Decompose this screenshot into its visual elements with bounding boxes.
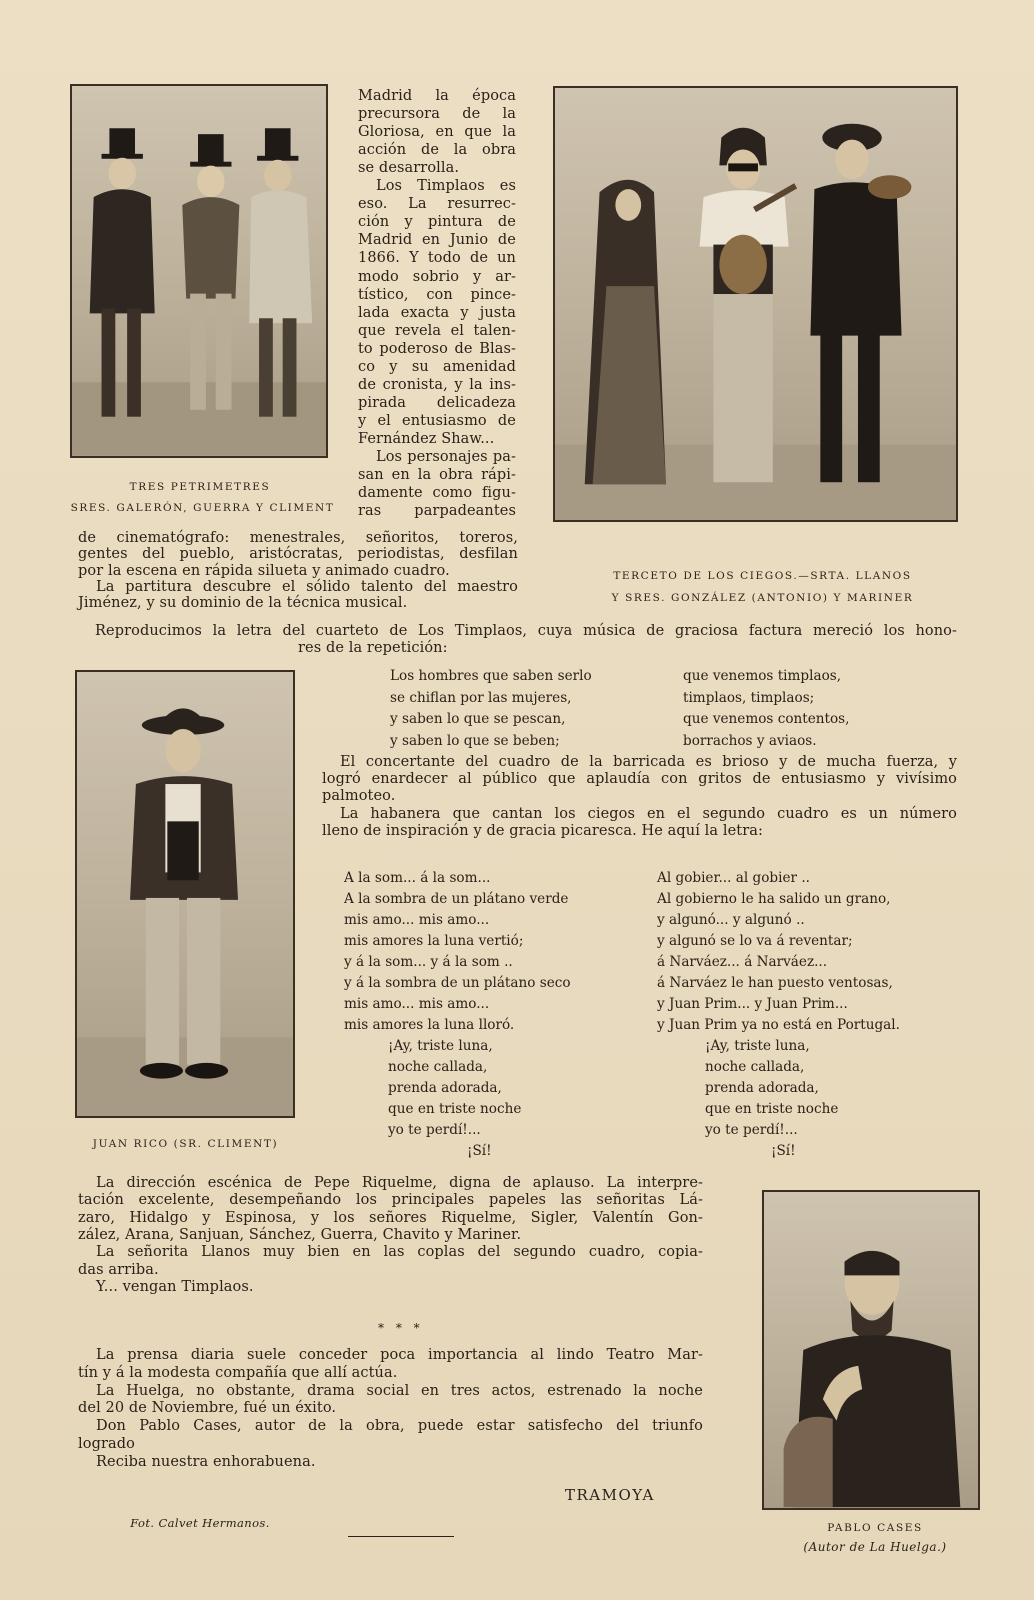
paragraph-line: logrado xyxy=(78,1436,135,1452)
verse-line: que venemos timplaos, xyxy=(683,668,842,684)
paragraph-line: La partitura descubre el sólido talento del maestro xyxy=(96,578,518,595)
paragraph-line: zaro, Hidalgo y Espinosa, y los señores Riquelme, Sigler, Valentín Gon- xyxy=(78,1209,703,1226)
verse-line: y algunó... y algunó .. xyxy=(657,912,805,928)
verse-line: que en triste noche xyxy=(705,1101,839,1117)
column-line: Fernández Shaw... xyxy=(358,430,495,447)
paragraph-line: El concertante del cuadro de la barricada es brioso y de mucha fuerza, y xyxy=(340,754,957,770)
paragraph-line: palmoteo. xyxy=(322,788,396,805)
verse-line: Al gobier... al gobier .. xyxy=(657,870,810,886)
verse-line: y algunó se lo va á reventar; xyxy=(657,933,853,949)
verse-line: ¡Sí! xyxy=(771,1143,796,1159)
paragraph-line: Don Pablo Cases, autor de la obra, puede estar satisfecho del triunfo xyxy=(96,1418,703,1435)
column-line: Madrid la época xyxy=(358,88,516,104)
verse-line: Al gobierno le ha salido un grano, xyxy=(657,891,891,907)
paragraph-line: gentes del pueblo, aristócratas, periodistas, desfilan xyxy=(78,546,518,563)
verse-line: prenda adorada, xyxy=(388,1080,502,1096)
paragraph-line: por la escena en rápida silueta y animado cuadro. xyxy=(78,562,450,579)
verse-line: mis amo... mis amo... xyxy=(344,912,490,928)
verse-line: noche callada, xyxy=(705,1059,805,1075)
verse-line: á Narváez le han puesto ventosas, xyxy=(657,975,893,991)
verse-line: ¡Ay, triste luna, xyxy=(705,1038,810,1054)
verse-line: y á la sombra de un plátano seco xyxy=(344,975,571,991)
verse-line: y á la som... y á la som .. xyxy=(344,954,513,970)
column-line: eso. La resurrec- xyxy=(358,196,516,213)
illustration-three-performers xyxy=(555,88,956,520)
verse-line: A la som... á la som... xyxy=(344,870,491,886)
paragraph-line: La Huelga, no obstante, drama social en tres actos, estrenado la noche xyxy=(96,1382,703,1399)
verse-line: mis amores la luna vertió; xyxy=(344,933,524,949)
paragraph-line: La dirección escénica de Pepe Riquelme, digna de aplauso. La interpre- xyxy=(96,1175,703,1191)
column-line: acción de la obra xyxy=(358,142,516,159)
column-line: damente como figu- xyxy=(358,485,516,502)
illustration-three-men xyxy=(72,86,326,456)
verse-line: mis amo... mis amo... xyxy=(344,996,490,1012)
column-line: Madrid en Junio de xyxy=(358,232,516,249)
paragraph-line: lleno de inspiración y de gracia picaresca. He aquí la letra: xyxy=(322,822,763,839)
paragraph-line: res de la repetición: xyxy=(298,640,448,656)
verse-line: mis amores la luna lloró. xyxy=(344,1017,515,1033)
paragraph-line: Jiménez, y su dominio de la técnica musical. xyxy=(78,595,408,612)
column-line: to poderoso de Blas- xyxy=(358,340,516,357)
verse-line: borrachos y aviaos. xyxy=(683,732,817,749)
paragraph-line: La habanera que cantan los ciegos en el segundo cuadro es un número xyxy=(340,805,957,822)
paragraph-line: tación excelente, desempeñando los principales papeles las señoritas Lá- xyxy=(78,1192,703,1209)
caption-terceto-line2: Y SRES. GONZÁLEZ (ANTONIO) Y MARINER xyxy=(611,592,914,604)
column-line: modo sobrio y ar- xyxy=(358,268,516,285)
verse-line: que venemos contentos, xyxy=(683,711,850,727)
closing-rule xyxy=(348,1536,454,1537)
verse-line: que en triste noche xyxy=(388,1101,522,1117)
verse-line: prenda adorada, xyxy=(705,1080,819,1096)
verse-line: ¡Sí! xyxy=(467,1143,492,1159)
column-line: Los personajes pa- xyxy=(376,449,516,465)
verse-line: á Narváez... á Narváez... xyxy=(657,954,828,970)
verse-line: timplaos, timplaos; xyxy=(683,689,815,706)
verse-line: noche callada, xyxy=(388,1059,488,1075)
column-line: de cronista, y la ins- xyxy=(358,376,516,393)
section-separator: * * * xyxy=(378,1321,424,1335)
paragraph-line: Reproducimos la letra del cuarteto de Los Timplaos, cuya música de graciosa factura mereció los hono- xyxy=(95,623,957,639)
caption-tres-title: TRES PETRIMETRES xyxy=(129,481,271,493)
paragraph-line: del 20 de Noviembre, fué un éxito. xyxy=(78,1400,337,1417)
photo-juan-rico xyxy=(75,670,295,1118)
caption-terceto-line1: TERCETO DE LOS CIEGOS.—SRTA. LLANOS xyxy=(613,570,912,582)
verse-line: yo te perdí!... xyxy=(705,1122,798,1138)
paragraph-line: La prensa diaria suele conceder poca importancia al lindo Teatro Mar- xyxy=(96,1347,703,1363)
column-line: se desarrolla. xyxy=(358,160,460,177)
verse-line: Los hombres que saben serlo xyxy=(390,668,592,684)
verse-line: y saben lo que se pescan, xyxy=(390,711,566,727)
verse-line: y Juan Prim... y Juan Prim... xyxy=(657,996,848,1012)
signature: TRAMOYA xyxy=(565,1486,655,1504)
illustration-juan-rico xyxy=(77,672,293,1116)
caption-tres-names: SRES. GALERÓN, GUERRA Y CLIMENT xyxy=(70,502,335,514)
column-line: san en la obra rápi- xyxy=(358,467,516,484)
illustration-pablo-cases xyxy=(764,1192,978,1508)
paragraph-line: zález, Arana, Sanjuan, Sánchez, Guerra, Chavito y Mariner. xyxy=(78,1226,522,1243)
column-line: co y su amenidad xyxy=(358,358,516,375)
column-line: que revela el talen- xyxy=(358,322,516,339)
paragraph-line: Reciba nuestra enhorabuena. xyxy=(96,1453,316,1470)
verse-line: yo te perdí!... xyxy=(388,1122,481,1138)
photo-credit: Fot. Calvet Hermanos. xyxy=(130,1516,270,1530)
paragraph-line: Y... vengan Timplaos. xyxy=(96,1278,254,1295)
column-line: Los Timplaos es xyxy=(376,178,516,195)
paragraph-line: das arriba. xyxy=(78,1261,159,1278)
caption-pablo-name: PABLO CASES xyxy=(827,1522,923,1534)
column-line: pirada delicadeza xyxy=(358,394,516,411)
column-line: ras parpadeantes xyxy=(358,503,516,520)
paragraph-line: logró enardecer al público que aplaudía con gritos de entusiasmo y vivísimo xyxy=(322,771,957,788)
column-line: Gloriosa, en que la xyxy=(358,124,516,141)
column-line: ción y pintura de xyxy=(358,214,516,231)
column-line: lada exacta y justa xyxy=(358,304,516,321)
column-line: tístico, con pince- xyxy=(358,286,516,303)
caption-juan-rico: JUAN RICO (SR. CLIMENT) xyxy=(92,1138,279,1150)
verse-line: A la sombra de un plátano verde xyxy=(344,891,569,907)
photo-pablo-cases xyxy=(762,1190,980,1510)
verse-line: se chiflan por las mujeres, xyxy=(390,689,572,706)
paragraph-line: tín y á la modesta compañía que allí actúa. xyxy=(78,1364,398,1381)
column-line: y el entusiasmo de xyxy=(358,412,516,429)
paragraph-line: La señorita Llanos muy bien en las coplas del segundo cuadro, copia- xyxy=(96,1244,703,1261)
caption-pablo-role: (Autor de La Huelga.) xyxy=(803,1540,947,1554)
verse-line: y Juan Prim ya no está en Portugal. xyxy=(657,1017,900,1033)
column-line: precursora de la xyxy=(358,106,516,123)
verse-line: y saben lo que se beben; xyxy=(390,732,560,749)
verse-line: ¡Ay, triste luna, xyxy=(388,1038,493,1054)
column-line: 1866. Y todo de un xyxy=(358,250,516,267)
photo-terceto-ciegos xyxy=(553,86,958,522)
photo-tres-petrimetres xyxy=(70,84,328,458)
paragraph-line: de cinematógrafo: menestrales, señoritos, toreros, xyxy=(78,530,518,546)
